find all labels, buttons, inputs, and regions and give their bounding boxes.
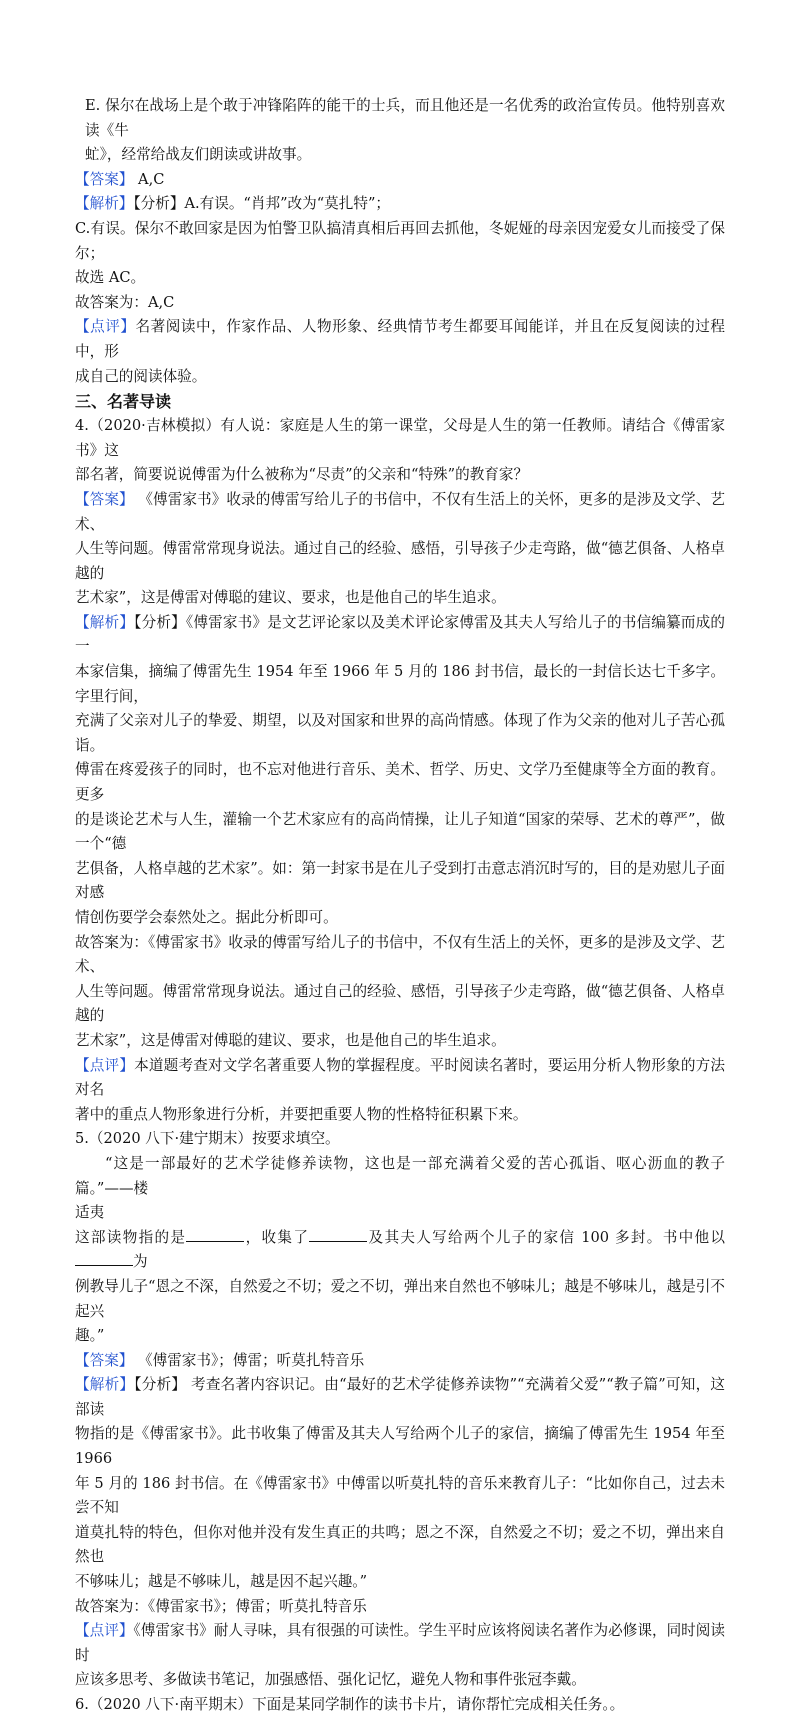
option-e-line-1: E. 保尔在战场上是个敢于冲锋陷阵的能干的士兵，而且他还是一名优秀的政治宣传员。他特别喜欢读《牛 (85, 97, 725, 139)
q5-quote-line-1: “这是一部最好的艺术学徒修养读物，这也是一部充满着父爱的苦心孤诣、呕心沥血的教子篇。”——楼 (75, 1154, 725, 1197)
comment-tag: 【点评】 (75, 318, 136, 336)
q4-stem-line-1: 4.（2020·吉林模拟）有人说：家庭是人生的第一课堂，父母是人生的第一任教师。请结合《傅雷家书》这 (75, 417, 725, 459)
answer-tag: 【答案】 (75, 1351, 134, 1369)
q3-comment (75, 315, 725, 364)
option-e-line-2: 虻》，经常给战友们朗读或讲故事。 (85, 146, 312, 164)
analysis-tag: 【解析】 (75, 613, 135, 631)
q5-analysis-line-4: 道莫扎特的特色，但你对他并没有发生真正的共鸣；恩之不深，自然爱之不切；爱之不切，弹出来自然也 (75, 1523, 725, 1566)
answer-text: A,C (133, 170, 165, 188)
fill-blank-3 (75, 1251, 133, 1266)
q4-analysis-line-3: 充满了父亲对儿子的挚爱、期望，以及对国家和世界的高尚情感。体现了作为父亲的他对儿子苦心孤诣。 (75, 712, 725, 754)
q4-answer-line-3: 艺术家”，这是傅雷对傅聪的建议、要求，也是他自己的毕生追求。 (75, 589, 506, 607)
q4-stem-line-2: 部名著，简要说说傅雷为什么被称为“尽责”的父亲和“特殊”的教育家？ (75, 466, 529, 484)
q4-comment-line-2: 著中的重点人物形象进行分析，并要把重要人物的性格特征积累下来。 (75, 1105, 528, 1123)
q4-analysis-line-7: 情创伤要学会泰然处之。据此分析即可。 (75, 909, 338, 926)
q5-fill-line-2: 例教导儿子“恩之不深，自然爱之不切；爱之不切，弹出来自然也不够味儿；越是不够味儿，越是引不起兴 (75, 1277, 725, 1320)
comment-tag: 【点评】 (75, 1622, 134, 1640)
fill-text-c: 及其夫人写给两个儿子的家信 100 多封。书中他以 (367, 1228, 725, 1246)
q3-answer (75, 168, 725, 193)
q4-analysis-line-2: 本家信集，摘编了傅雷先生 1954 年至 1966 年 5 月的 186 封书信，最长的一封信长达七千多字。字里行间， (75, 663, 725, 705)
q5-fill-line-1 (75, 1226, 725, 1275)
q4-analysis (75, 611, 725, 660)
q6-stem: 6.（2020 八下·南平期末）下面是某同学制作的读书卡片，请你帮忙完成相关任务。。 (75, 1696, 625, 1713)
q5-answer (75, 1349, 725, 1374)
comment-text: 《傅雷家书》耐人寻味，具有很强的可读性。学生平时应该将阅读名著作为必修课，同时阅读时 (75, 1622, 725, 1664)
answer-tag: 【答案】 (75, 170, 134, 188)
comment-tag: 【点评】 (75, 1056, 135, 1074)
analysis-text: 【分析】 考查名著内容识记。由“最好的艺术学徒修养读物”“充满着父爱”“教子篇”可知，这部读 (75, 1376, 725, 1418)
q3-comment-line-2: 成自己的阅读体验。 (75, 367, 207, 385)
q4-answer-line-2: 人生等问题。傅雷常常现身说法。通过自己的经验、感悟，引导孩子少走弯路，做“德艺俱备、人格卓越的 (75, 540, 725, 582)
analysis-text: 【分析】A.有误。“肖邦”改为“莫扎特”； (133, 195, 391, 213)
analysis-tag: 【解析】 (75, 1376, 135, 1394)
q5-quote-line-2: 适夷 (75, 1204, 105, 1222)
fill-text-d: 为 (133, 1253, 148, 1271)
analysis-tag: 【解析】 (75, 195, 134, 213)
q4-analysis-line-6: 艺俱备，人格卓越的艺术家”。如：第一封家书是在儿子受到打击意志消沉时写的，目的是劝慰儿子面对感 (75, 859, 725, 902)
q5-analysis-line-3: 年 5 月的 186 封书信。在《傅雷家书》中傅雷以听莫扎特的音乐来教育儿子：“比如你自己，过去未尝不知 (75, 1474, 725, 1517)
q3-analysis (75, 192, 725, 217)
q4-comment (75, 1054, 725, 1103)
q4-repeat-line-1: 故答案为：《傅雷家书》收录的傅雷写给儿子的书信中，不仅有生活上的关怀，更多的是涉及文学、艺术、 (75, 933, 725, 976)
analysis-text: 【分析】《傅雷家书》是文艺评论家以及美术评论家傅雷及其夫人写给儿子的书信编纂而成的一 (75, 613, 725, 656)
comment-text: 名著阅读中，作家作品、人物形象、经典情节考生都要耳闻能详，并且在反复阅读的过程中，形 (75, 318, 725, 360)
q3-analysis-line-3: 故选 AC。 (75, 269, 146, 287)
q3-analysis-line-2: C.有误。保尔不敢回家是因为怕警卫队搞清真相后再回去抓他，冬妮娅的母亲因宠爱女儿而接受了保尔； (75, 219, 725, 262)
q4-answer (75, 488, 725, 537)
fill-blank-1 (186, 1227, 244, 1242)
fill-blank-2 (309, 1227, 367, 1242)
q4-analysis-line-5: 的是谈论艺术与人生，灌输一个艺术家应有的高尚情操，让儿子知道“国家的荣辱、艺术的尊严”，做一个“德 (75, 810, 725, 853)
q5-analysis (75, 1373, 725, 1422)
q5-stem: 5.（2020 八下·建宁期末）按要求填空。 (75, 1130, 340, 1148)
fill-text-b: ，收集了 (244, 1228, 310, 1246)
q4-repeat-line-3: 艺术家”，这是傅雷对傅聪的建议、要求，也是他自己的毕生追求。 (75, 1031, 506, 1049)
answer-text: 《傅雷家书》；傅雷；听莫扎特音乐 (133, 1351, 365, 1369)
q5-analysis-line-5: 不够味儿；越是不够味儿，越是因不起兴趣。” (75, 1573, 368, 1591)
q5-fill-line-3: 趣。” (75, 1327, 105, 1345)
q5-analysis-line-2: 物指的是《傅雷家书》。此书收集了傅雷及其夫人写给两个儿子的家信，摘编了傅雷先生 1954 年至 1966 (75, 1425, 725, 1468)
answer-tag: 【答案】 (75, 490, 134, 508)
q4-analysis-line-4: 傅雷在疼爱孩子的同时，也不忘对他进行音乐、美术、哲学、历史、文学乃至健康等全方面的教育。更多 (75, 761, 725, 804)
answer-text: 《傅雷家书》收录的傅雷写给儿子的书信中，不仅有生活上的关怀，更多的是涉及文学、艺术、 (75, 490, 725, 533)
comment-text: 本道题考查对文学名著重要人物的掌握程度。平时阅读名著时，要运用分析人物形象的方法对名 (75, 1056, 725, 1099)
q4-repeat-line-2: 人生等问题。傅雷常常现身说法。通过自己的经验、感悟，引导孩子少走弯路，做“德艺俱备、人格卓越的 (75, 982, 725, 1025)
q3-answer-repeat: 故答案为：A,C (75, 293, 175, 311)
document-body (75, 94, 725, 1718)
fill-text-a: 这部读物指的是 (75, 1228, 187, 1246)
q5-repeat: 故答案为：《傅雷家书》；傅雷；听莫扎特音乐 (75, 1597, 367, 1615)
q5-comment (75, 1619, 725, 1668)
q5-comment-line-2: 应该多思考、多做读书笔记，加强感悟、强化记忆，避免人物和事件张冠李戴。 (75, 1671, 586, 1689)
section-title: 三、名著导读 (75, 392, 172, 412)
